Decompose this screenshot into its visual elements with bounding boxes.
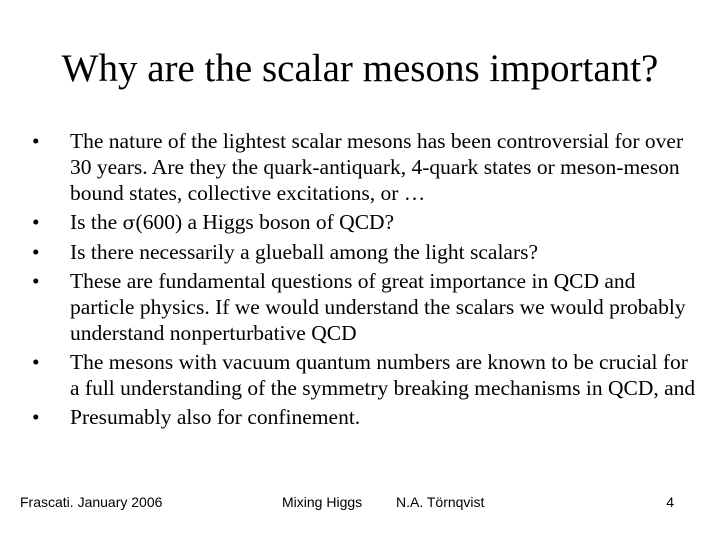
footer-author: N.A. Törnqvist [396,494,485,510]
bullet-list [32,128,702,433]
bullet-text: Is there necessarily a glueball among the light scalars? [70,240,539,264]
bullet-text: The mesons with vacuum quantum numbers are known to be crucial for a full understanding of the symmetry breaking mechanisms in QCD, and [70,350,696,400]
bullet-text-prefix: Is the [70,210,123,234]
bullet-icon: • [32,405,40,429]
footer-date: Frascati. January 2006 [20,494,163,510]
bullet-icon: • [32,240,40,264]
bullet-item [32,209,702,236]
bullet-item [32,128,702,206]
bullet-item [32,349,702,401]
bullet-item [32,404,702,430]
bullet-text: Presumably also for confinement. [70,405,361,429]
footer-topic: Mixing Higgs [282,494,363,510]
bullet-text-suffix: (600) a Higgs boson of QCD? [135,210,395,234]
bullet-text: The nature of the lightest scalar mesons has been controversial for over 30 years. Are they the quark-antiquark, 4-quark states or meson-meson bound states, collective excitations, or … [70,129,684,205]
bullet-icon: • [32,129,40,153]
bullet-item [32,268,702,346]
bullet-text [70,209,702,236]
slide-title: Why are the scalar mesons important? [61,47,659,90]
bullet-icon: • [32,269,40,293]
bullet-item [32,239,702,265]
bullet-icon: • [32,350,40,374]
bullet-icon: • [32,210,40,234]
bullet-text: These are fundamental questions of great importance in QCD and particle physics. If we would understand the scalars we would probably understand nonperturbative QCD [70,269,686,345]
sigma-symbol: σ [122,212,136,234]
page-number: 4 [666,494,674,510]
